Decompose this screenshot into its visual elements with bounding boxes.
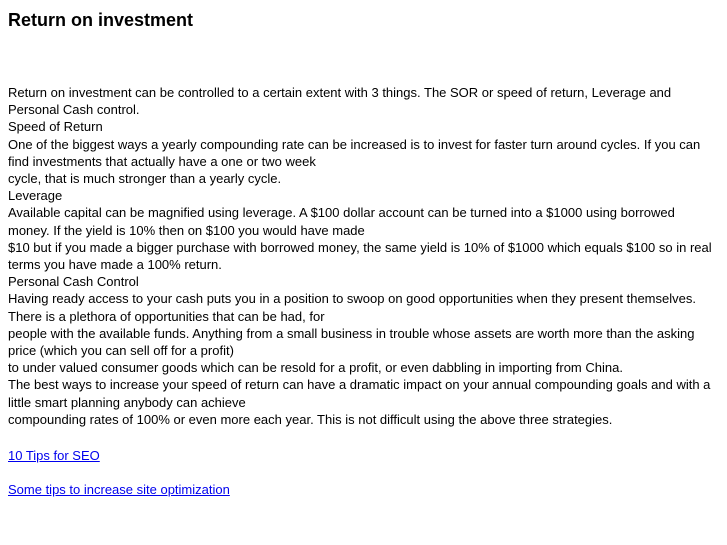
article-line: The best ways to increase your speed of return can have a dramatic impact on your annual compounding goals and with a bbox=[8, 377, 711, 393]
article-line: $10 but if you made a bigger purchase with borrowed money, the same yield is 10% of $1000 which equals $100 so in real bbox=[8, 239, 712, 255]
related-links bbox=[8, 447, 230, 499]
article-line: Return on investment can be controlled to a certain extent with 3 things. The SOR or speed of return, Leverage and bbox=[8, 85, 672, 100]
article-line: find investments that actually have a one or two week bbox=[8, 153, 316, 169]
article-line: Having ready access to your cash puts you in a position to swoop on good opportunities when they present themselves. bbox=[8, 291, 696, 307]
article-line: There is a plethora of opportunities that can be had, for bbox=[8, 308, 325, 324]
article-line: to under valued consumer goods which can be resold for a profit, or even dabbling in importing from China. bbox=[8, 360, 623, 376]
seo-tips-link[interactable]: 10 Tips for SEO bbox=[8, 448, 100, 463]
article-line: cycle, that is much stronger than a yearly cycle. bbox=[8, 171, 282, 187]
article-line: One of the biggest ways a yearly compounding rate can be increased is to invest for faster turn around cycles. If you can bbox=[8, 136, 701, 152]
article-line: terms you have made a 100% return. bbox=[8, 257, 222, 273]
article-line: little smart planning anybody can achieve bbox=[8, 394, 246, 410]
section-heading-speed-of-return: Speed of Return bbox=[8, 119, 103, 135]
section-heading-personal-cash-control: Personal Cash Control bbox=[8, 274, 139, 290]
page-title: Return on investment bbox=[8, 10, 194, 30]
article-line: people with the available funds. Anything from a small business in trouble whose assets are worth more than the asking bbox=[8, 325, 695, 341]
article-line: price (which you can sell off for a profit) bbox=[8, 343, 234, 359]
article-body bbox=[8, 84, 720, 428]
article-line: Personal Cash control. bbox=[8, 102, 140, 118]
section-heading-leverage: Leverage bbox=[8, 188, 63, 204]
article-line: compounding rates of 100% or even more each year. This is not difficult using the above three strategies. bbox=[8, 411, 613, 427]
article-line: Available capital can be magnified using leverage. A $100 dollar account can be turned into a $1000 using borrowed bbox=[8, 205, 675, 221]
article-line: money. If the yield is 10% then on $100 you would have made bbox=[8, 222, 365, 238]
site-optimization-link[interactable]: Some tips to increase site optimization bbox=[8, 482, 230, 498]
